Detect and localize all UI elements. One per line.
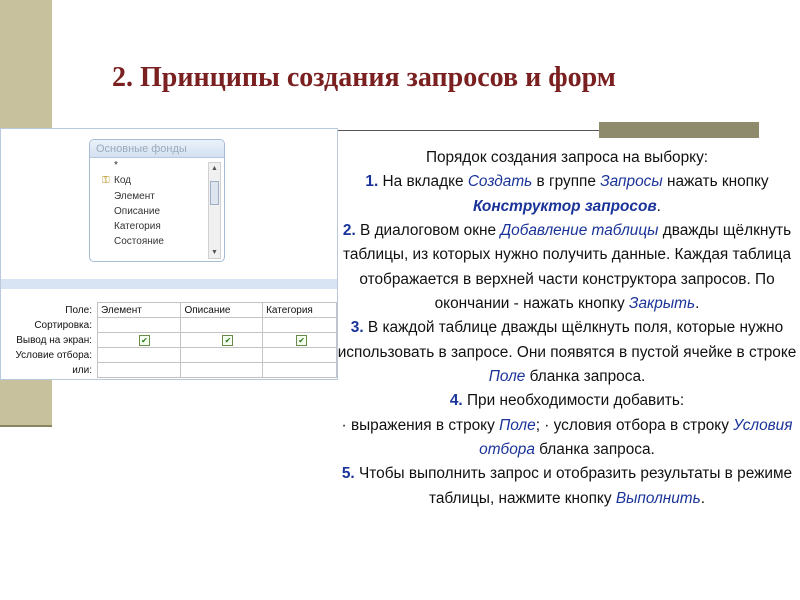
- query-grid: [1, 291, 337, 379]
- step-text: .: [656, 197, 661, 215]
- step-number: 5.: [341, 465, 355, 483]
- step-text: дважды щёлкнуть таблицы, из которых нужно получить данные. Каждая таблица отображается в верхней части конструктора запросов. По окончании - нажать кнопку: [342, 222, 792, 313]
- step-text: В каждой таблице дважды щёлкнуть поля, которые нужно использовать в запросе. Они появятся в пустой ячейке в строке: [337, 319, 797, 361]
- term-criteria: Условия отбора: [479, 416, 793, 459]
- term-create: Создать: [467, 173, 533, 191]
- table-field-list: [89, 139, 225, 262]
- grid-cell-field[interactable]: Описание: [181, 303, 263, 318]
- grid-cell-criteria[interactable]: [98, 348, 181, 363]
- instructions-heading: Порядок создания запроса на выборку:: [425, 149, 709, 166]
- term-field: Поле: [488, 368, 526, 386]
- step-5: [337, 462, 797, 511]
- term-add-table: Добавление таблицы: [500, 222, 659, 240]
- field-list-scrollbar[interactable]: [208, 162, 221, 259]
- slide-title: 2. Принципы создания запросов и форм: [112, 62, 616, 93]
- table-pane: [1, 129, 337, 277]
- row-label-or: или:: [72, 365, 92, 376]
- scroll-up-icon[interactable]: ▲: [211, 165, 218, 172]
- field-item[interactable]: Описание: [114, 205, 161, 217]
- step-text: в группе: [532, 173, 601, 191]
- step-2: [337, 219, 797, 316]
- grid-cell-field[interactable]: Элемент: [98, 303, 181, 318]
- step-number: 4.: [449, 392, 463, 410]
- field-item[interactable]: *: [114, 160, 118, 171]
- left-decor-line: [0, 425, 52, 427]
- grid-cell-sort[interactable]: [98, 318, 181, 333]
- show-checkbox[interactable]: ✔: [139, 335, 150, 346]
- grid-cell-sort[interactable]: [263, 318, 337, 333]
- step-1: [337, 170, 797, 219]
- title-rule: [337, 130, 599, 131]
- grid-cell-show[interactable]: [98, 333, 181, 348]
- grid-cell-or[interactable]: [181, 363, 263, 378]
- grid-cell-sort[interactable]: [181, 318, 263, 333]
- step-text: ; · условия отбора в строку: [535, 416, 734, 434]
- grid-row-labels: [1, 303, 96, 378]
- step-4: [337, 389, 797, 462]
- row-label-sort: Сортировка:: [34, 320, 92, 331]
- step-text: · выражения в строку: [341, 416, 500, 434]
- step-text: .: [695, 295, 700, 313]
- rule-accent-box: [599, 122, 759, 138]
- field-item[interactable]: Состояние: [114, 236, 164, 248]
- step-text: бланка запроса.: [525, 368, 646, 386]
- row-label-show: Вывод на экран:: [16, 335, 92, 346]
- key-icon: ⚿: [102, 175, 110, 187]
- step-text: На вкладке: [378, 173, 468, 191]
- step-text: .: [700, 489, 705, 507]
- field-item-key[interactable]: [90, 173, 224, 188]
- query-designer-screenshot: [0, 128, 338, 380]
- table-title: Основные фонды: [90, 140, 224, 158]
- pane-divider[interactable]: [1, 279, 337, 289]
- term-query-designer: Конструктор запросов: [473, 197, 657, 215]
- grid-cell-field[interactable]: Категория: [263, 303, 337, 318]
- step-number: 2.: [342, 222, 356, 240]
- term-close: Закрыть: [629, 295, 696, 313]
- step-text: При необходимости добавить:: [462, 392, 685, 410]
- field-label: Код: [114, 175, 132, 187]
- grid-cell-criteria[interactable]: [263, 348, 337, 363]
- grid-table: [97, 302, 337, 378]
- grid-cell-or[interactable]: [263, 363, 337, 378]
- field-item[interactable]: Элемент: [114, 190, 155, 202]
- step-text: В диалоговом окне: [355, 222, 501, 240]
- step-3: [337, 316, 797, 389]
- grid-cell-show[interactable]: [181, 333, 263, 348]
- grid-cell-or[interactable]: [98, 363, 181, 378]
- row-label-criteria: Условие отбора:: [15, 350, 92, 361]
- row-label-field: Поле:: [65, 305, 92, 316]
- term-queries: Запросы: [600, 173, 663, 191]
- step-text: Чтобы выполнить запрос и отобразить результаты в режиме таблицы, нажмите кнопку: [354, 465, 793, 507]
- grid-cell-criteria[interactable]: [181, 348, 263, 363]
- step-text: нажать кнопку: [662, 173, 769, 191]
- grid-cell-show[interactable]: [263, 333, 337, 348]
- instructions-text: [337, 146, 797, 511]
- step-text: бланка запроса.: [534, 441, 655, 459]
- term-field: Поле: [499, 416, 536, 434]
- step-number: 3.: [350, 319, 364, 337]
- show-checkbox[interactable]: ✔: [296, 335, 307, 346]
- scroll-thumb[interactable]: [210, 181, 219, 205]
- show-checkbox[interactable]: ✔: [222, 335, 233, 346]
- term-run: Выполнить: [615, 489, 701, 507]
- field-item[interactable]: Категория: [114, 221, 161, 233]
- scroll-down-icon[interactable]: ▼: [211, 249, 218, 256]
- step-number: 1.: [365, 173, 379, 191]
